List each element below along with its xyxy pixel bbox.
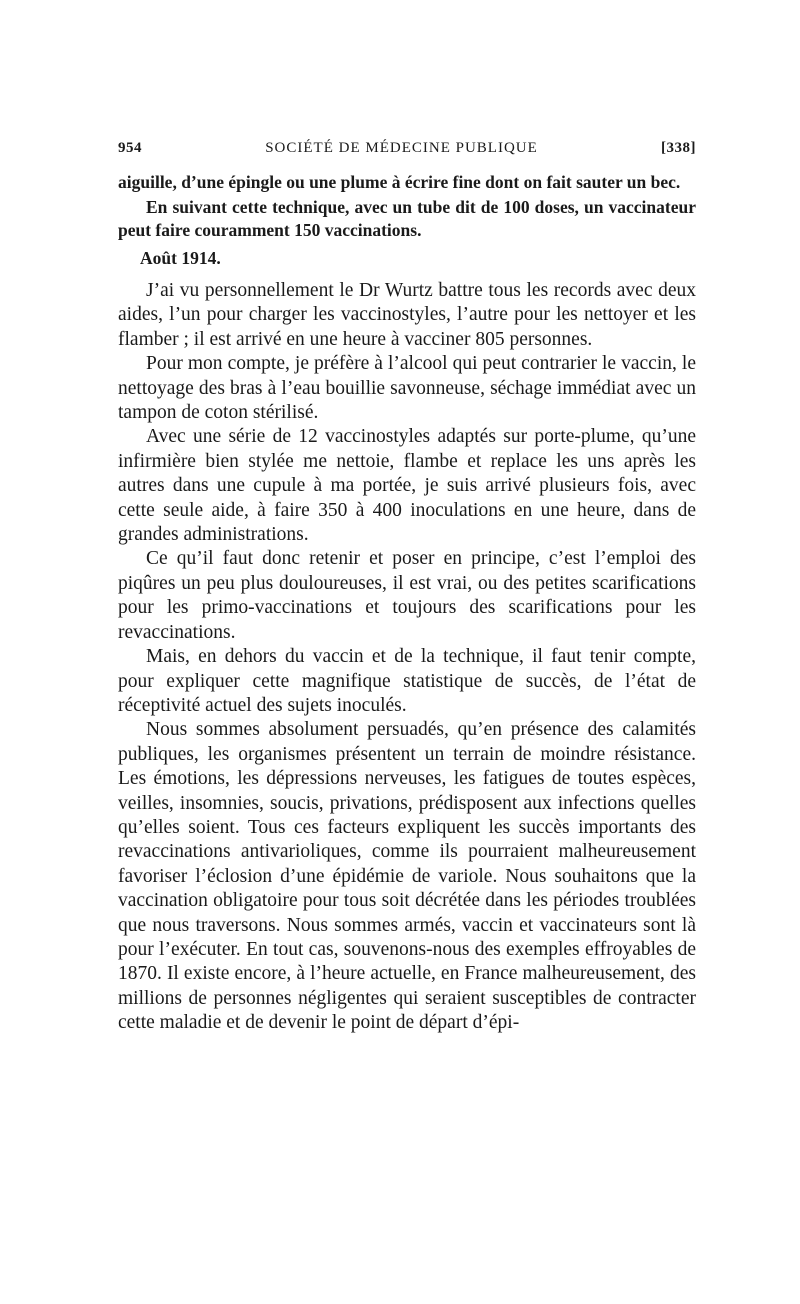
page-number: 954 [118,140,142,156]
running-head [118,140,696,157]
date-line: Août 1914. [140,248,221,268]
paragraph-4: Ce qu’il faut donc retenir et poser en principe, c’est l’emploi des piqûres un peu plus douloureuses, il est vrai, ou des petites scarifications pour les primo-vaccinations et toujours des scarifications pour les revaccinations. [118,548,696,643]
paragraph-small-2: En suivant cette technique, avec un tube dit de 100 doses, un vaccinateur peut faire couramment 150 vaccinations. [118,197,696,240]
bracket-page-number: [338] [660,140,696,156]
paragraph-3: Avec une série de 12 vaccinostyles adaptés sur porte-plume, qu’une infirmière bien stylée me nettoie, flambe et replace les uns après les autres dans une cupule à ma portée, je suis arrivé plusieurs fois, avec cette seule aide, à faire 350 à 400 inoculations en une heure, dans de grandes administrations. [118,426,696,546]
paragraph-2: Pour mon compte, je préfère à l’alcool qui peut contrarier le vaccin, le nettoyage des bras à l’eau bouillie savonneuse, séchage immédiat avec un tampon de coton stérilisé. [118,353,696,424]
paragraph-small-1: aiguille, d’une épingle ou une plume à écrire fine dont on fait sauter un bec. [118,172,681,192]
running-title: SOCIÉTÉ DE MÉDECINE PUBLIQUE [265,140,538,156]
book-page [118,140,696,1036]
paragraph-6: Nous sommes absolument persuadés, qu’en présence des calamités publiques, les organismes présentent un terrain de moindre résistance. Les émotions, les dépressions nerveuses, les fatigues de toutes espèces, veilles, insomnies, soucis, privations, prédisposent aux infections quelles qu’elles soient. Tous ces facteurs expliquent les succès importants des revaccinations antivarioliques, comme ils pourraient malheureusement favoriser l’éclosion d’une épidémie de variole. Nous souhaitons que la vaccination obligatoire pour tous soit décrétée dans les périodes troublées que nous traversons. Nous sommes armés, vaccin et vaccinateurs sont là pour l’exécuter. En tout cas, souvenons-nous des exemples effroyables de 1870. Il existe encore, à l’heure actuelle, en France malheureusement, des millions de personnes négligentes qui seraient susceptibles de contracter cette maladie et de devenir le point de départ d’épi- [118,719,696,1034]
paragraph-1: J’ai vu personnellement le Dr Wurtz battre tous les records avec deux aides, l’un pour charger les vaccinostyles, l’autre pour les nettoyer et les flamber ; il est arrivé en une heure à vacciner 805 personnes. [118,280,696,350]
paragraph-5: Mais, en dehors du vaccin et de la technique, il faut tenir compte, pour expliquer cette magnifique statistique de succès, de l’état de réceptivité actuel des sujets inoculés. [118,646,696,716]
